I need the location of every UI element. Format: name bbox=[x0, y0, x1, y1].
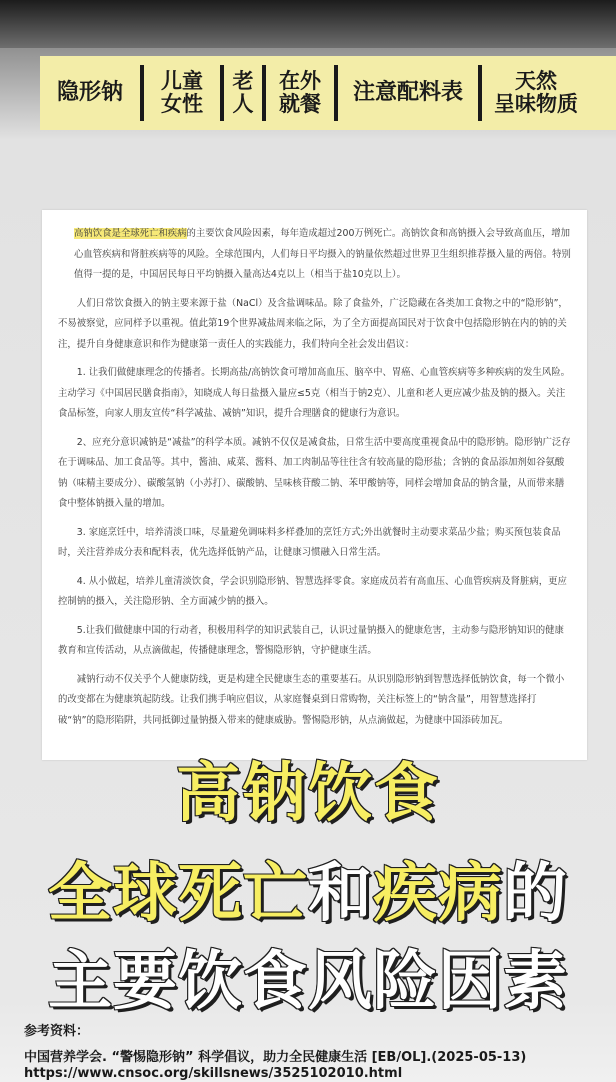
doc-paragraph: 1. 让我们做健康理念的传播者。长期高盐/高钠饮食可增加高血压、脑卒中、胃癌、心血管疾病等多种疾病的发生风险。主动学习《中国居民膳食指南》，知晓成人每日盐摄入量应≤5克（相当于钠2克）、儿童和老人更应减少盐及钠的摄入。关注食品标签，向家人朋友宣传“科学减盐、减钠”知识，提升合理膳食的健康行为意识。 bbox=[58, 367, 571, 419]
tab-label: 老 人 bbox=[232, 68, 254, 116]
video-top-band bbox=[0, 0, 616, 48]
doc-paragraph: 2、应充分意识减钠是“减盐”的科学本质。减钠不仅仅是减食盐，日常生活中要高度重视食品中的隐形钠。隐形钠广泛存在于调味品、加工食品等。其中，酱油、咸菜、酱料、加工肉制品等往往含有较高量的隐形盐；含钠的食品添加剂如谷氨酸钠（味精主要成分）、碳酸氢钠（小苏打）、碳酸钠、呈味核苷酸二钠、苯甲酸钠等，同样会增加食品的钠含量，从而带来膳食中整体钠摄入量的增加。 bbox=[58, 436, 571, 509]
caption-line-1: 高钠饮食 bbox=[176, 757, 440, 831]
caption-white: 和 bbox=[308, 857, 373, 931]
tab-label: 注意配料表 bbox=[352, 79, 463, 105]
reference-citation: 中国营养学会. “警惕隐形钠” 科学倡议，助力全民健康生活 [EB/OL].(2025-05-13) bbox=[24, 1050, 527, 1065]
caption-yellow: 全球死亡 bbox=[48, 857, 308, 931]
tab-ingredient-list bbox=[338, 65, 482, 121]
document-excerpt bbox=[42, 210, 587, 760]
tab-natural-flavor bbox=[482, 65, 590, 121]
tab-elderly bbox=[224, 65, 266, 121]
doc-paragraph: 3. 家庭烹饪中，培养清淡口味，尽量避免调味料多样叠加的烹饪方式;外出就餐时主动要求菜品少盐；购买预包装食品时，关注营养成分表和配料表，优先选择低钠产品，让健康习惯融入日常生活。 bbox=[58, 526, 561, 558]
tab-label: 天然 呈味物质 bbox=[494, 68, 578, 116]
tab-children-women bbox=[144, 65, 224, 121]
topic-tab-bar bbox=[40, 56, 616, 130]
doc-paragraph: 5.让我们做健康中国的行动者，积极用科学的知识武装自己，认识过量钠摄入的健康危害，主动参与隐形钠知识的健康教育和宣传活动，从点滴做起，传播健康理念，警惕隐形钠，守护健康生活。 bbox=[58, 624, 564, 656]
reference-label: 参考资料： bbox=[24, 1024, 90, 1039]
tab-label: 在外 就餐 bbox=[279, 68, 321, 116]
doc-highlight: 高钠饮食是全球死亡和疾病 bbox=[74, 228, 187, 239]
caption-line-3: 主要饮食风险因素 bbox=[48, 945, 568, 1019]
caption-line-2 bbox=[0, 842, 616, 934]
caption-white: 的 bbox=[503, 857, 568, 931]
doc-paragraph: 减钠行动不仅关乎个人健康防线，更是构建全民健康生态的重要基石。从识别隐形钠到智慧选择低钠饮食，每一个微小的改变都在为健康筑起防线。让我们携手响应倡议，从家庭餐桌到日常购物，关注标签上的“钠含量”，用智慧选择打破“钠”的隐形陷阱，共同抵御过量钠摄入带来的健康威胁。警惕隐形钠，从点滴做起，为健康中国添砖加瓦。 bbox=[58, 673, 565, 726]
doc-paragraph: 人们日常饮食摄入的钠主要来源于盐（NaCl）及含盐调味品。除了食盐外，广泛隐藏在各类加工食物之中的“隐形钠”，不易被察觉，应同样予以重视。值此第19个世界减盐周来临之际，为了全方面提高国民对于饮食中包括隐形钠在内的钠的关注，提升自身健康意识和作为健康第一责任人的实践能力，我们特向全社会发出倡议： bbox=[58, 297, 568, 350]
doc-text: 的主要饮食风险因素，每年造成超过200万例死亡。高钠饮食和高钠摄入会导致高血压，增加心血管疾病和肾脏疾病等的风险。全球范围内，人们每日平均摄入的钠量依然超过世界卫生组织推荐摄入量的两倍。特别值得一提的是，中国居民每日平均钠摄入量高达4克以上（相当于盐10克以上）。 bbox=[74, 228, 571, 280]
tab-eating-out bbox=[266, 65, 338, 121]
tab-hidden-sodium bbox=[40, 65, 144, 121]
tab-label: 儿童 女性 bbox=[161, 68, 203, 116]
tab-label: 隐形钠 bbox=[56, 79, 123, 105]
doc-paragraph: 4. 从小做起，培养儿童清淡饮食，学会识别隐形钠、智慧选择零食。家庭成员若有高血压、心血管疾病及肾脏病，更应控制钠的摄入，关注隐形钠、全方面减少钠的摄入。 bbox=[58, 575, 567, 607]
reference-url: https://www.cnsoc.org/skillsnews/3525102010.html bbox=[24, 1066, 403, 1081]
caption-yellow: 疾病 bbox=[373, 857, 503, 931]
doc-paragraph bbox=[58, 224, 573, 286]
